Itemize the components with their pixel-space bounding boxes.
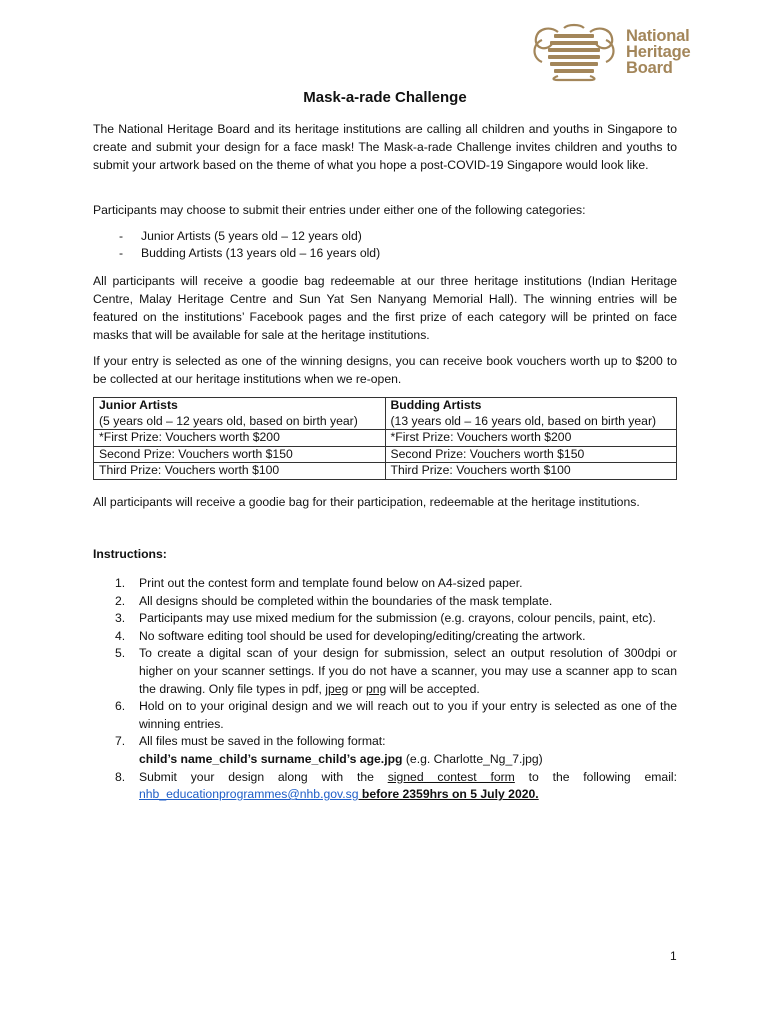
budding-header: Budding Artists <box>390 398 482 412</box>
category-junior: Junior Artists (5 years old – 12 years old) <box>141 229 362 243</box>
email-link[interactable]: nhb_educationprogrammes@nhb.gov.sg <box>139 787 359 802</box>
junior-third-prize: Third Prize: Vouchers worth $100 <box>94 463 386 480</box>
category-budding: Budding Artists (13 years old – 16 years old) <box>141 246 381 260</box>
step-text: All files must be saved in the following format: <box>139 734 386 749</box>
list-item <box>93 645 677 698</box>
goodie-bag-paragraph: All participants will receive a goodie bag redeemable at our three heritage institutions (Indian Heritage Centre, Malay Heritage Centre and Sun Yat Sen Nanyang Memorial Hall). The winning entries will be featured on the institutions’ Facebook pages and the first prize of each category will be printed on face masks that will be available for sale at the heritage institutions. <box>93 274 677 342</box>
list-item <box>93 575 677 593</box>
page-title: Mask-a-rade Challenge <box>303 89 467 106</box>
list-item <box>119 245 381 262</box>
step-text: will be accepted. <box>386 681 480 696</box>
bullet-dash: - <box>119 229 124 243</box>
bullet-dash: - <box>119 246 124 260</box>
step-text: All designs should be completed within the boundaries of the mask template. <box>139 593 553 608</box>
logo-line-national: National <box>626 27 690 45</box>
step-number: 7. <box>115 734 126 749</box>
step-number: 5. <box>115 646 126 661</box>
table-row <box>94 446 677 463</box>
list-item <box>93 733 677 768</box>
budding-subheader: (13 years old – 16 years old, based on birth year) <box>390 413 657 428</box>
junior-first-prize: *First Prize: Vouchers worth $200 <box>94 430 386 447</box>
step-number: 6. <box>115 699 126 714</box>
budding-second-prize: Second Prize: Vouchers worth $150 <box>385 446 677 463</box>
step-number: 3. <box>115 611 126 626</box>
step-number: 2. <box>115 593 126 608</box>
table-row <box>94 430 677 447</box>
budding-third-prize: Third Prize: Vouchers worth $100 <box>385 463 677 480</box>
list-item <box>93 593 677 611</box>
list-item <box>93 769 677 804</box>
step-text: to the following email: <box>514 769 678 784</box>
png-term: png <box>365 681 387 696</box>
step-number: 1. <box>115 576 126 590</box>
deadline-text: before 2359hrs on 5 July 2020. <box>358 787 539 802</box>
step-text: To create a digital scan of your design for submission, select an output resolution of 300dpi or higher on your scanner settings. If you do not have a scanner, you may use a scanner app to scan the drawing. Only file types in pdf, <box>139 646 677 696</box>
logo-line-board: Board <box>626 59 673 77</box>
vase-emblem-icon <box>528 22 620 82</box>
intro-paragraph: The National Heritage Board and its heritage institutions are calling all children and youths in Singapore to create and submit your design for a face mask! The Mask-a-rade Challenge invites children and youths to submit your artwork based on the theme of what you hope a post-COVID-19 Singapore would look like. <box>93 122 677 172</box>
categories-intro: Participants may choose to submit their entries under either one of the following categories: <box>93 203 586 217</box>
junior-header-cell <box>94 398 386 430</box>
step-text: No software editing tool should be used for developing/editing/creating the artwork. <box>139 628 586 643</box>
list-item <box>93 610 677 628</box>
table-row <box>94 463 677 480</box>
step-text: Print out the contest form and template found below on A4-sized paper. <box>139 576 523 590</box>
instructions-list <box>93 575 677 804</box>
junior-second-prize: Second Prize: Vouchers worth $150 <box>94 446 386 463</box>
junior-subheader: (5 years old – 12 years old, based on birth year) <box>99 413 358 428</box>
nhb-logo <box>528 22 703 86</box>
category-list <box>119 228 381 262</box>
logo-wordmark <box>626 28 690 76</box>
contest-form-link[interactable]: signed contest form <box>387 769 515 784</box>
step-text: Participants may use mixed medium for the submission (e.g. crayons, colour pencils, paint, etc). <box>139 611 656 626</box>
budding-first-prize: *First Prize: Vouchers worth $200 <box>385 430 677 447</box>
instructions-heading: Instructions: <box>93 547 167 561</box>
step-text: Hold on to your original design and we will reach out to you if your entry is selected as one of the winning entries. <box>139 699 677 731</box>
list-item <box>93 698 677 733</box>
list-item <box>119 228 380 245</box>
step-text: Submit your design along with the <box>139 769 388 784</box>
budding-header-cell <box>385 398 677 430</box>
step-number: 8. <box>115 769 126 784</box>
filename-format: child’s name_child’s surname_child’s age.jpg <box>139 751 403 766</box>
filename-example: (e.g. Charlotte_Ng_7.jpg) <box>402 751 543 766</box>
prize-table <box>93 397 677 480</box>
voucher-paragraph: If your entry is selected as one of the winning designs, you can receive book vouchers worth up to $200 to be collected at our heritage institutions when we re-open. <box>93 354 677 386</box>
list-item <box>93 628 677 646</box>
page-number: 1 <box>670 949 677 963</box>
jpeg-term: jpeg <box>325 681 349 696</box>
step-number: 4. <box>115 628 126 643</box>
step-text: or <box>348 681 366 696</box>
junior-header: Junior Artists <box>99 398 178 412</box>
logo-line-heritage: Heritage <box>626 43 691 61</box>
participation-paragraph: All participants will receive a goodie bag for their participation, redeemable at the heritage institutions. <box>93 495 640 509</box>
table-row <box>94 398 677 430</box>
